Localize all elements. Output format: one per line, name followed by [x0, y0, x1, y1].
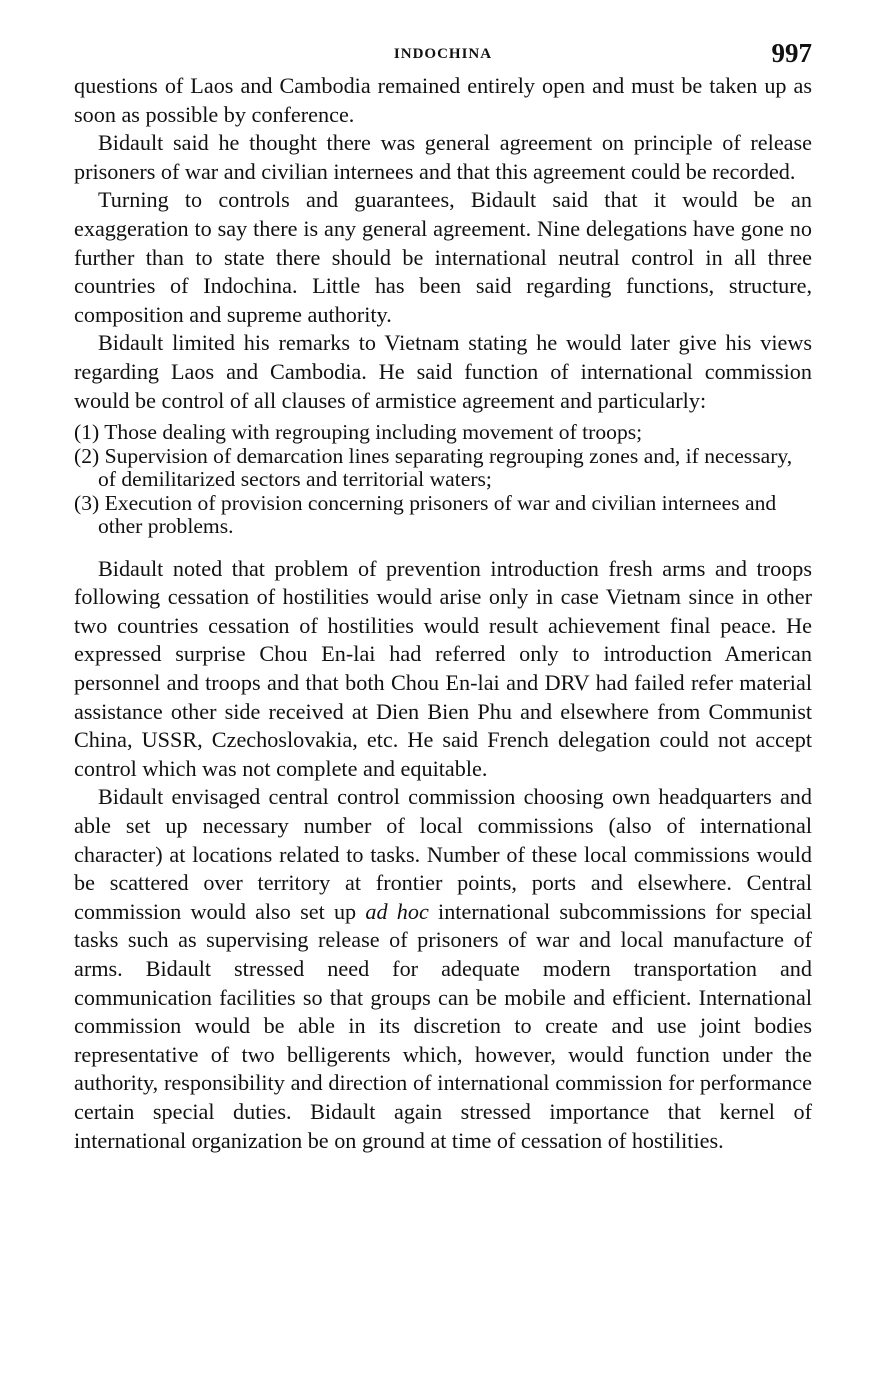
list-item-text: Supervision of demarcation lines separating regrouping zones and, if necessary, of demilitarized sectors and territorial waters;: [98, 443, 793, 492]
list-item-number: (2): [74, 443, 100, 468]
paragraph-6-text-b: international subcommissions for special tasks such as supervising release of prisoners of war and local manufacture of arms. Bidault stressed need for adequate modern transportation and communication facilities so that groups can be mobile and efficient. International commission would be able in its discretion to create and use joint bodies representative of two belligerents which, however, would function under the authority, responsibility and direction of international commission for performance certain special duties. Bidault again stressed importance that kernel of international organization be on ground at time of cessation of hostilities.: [74, 898, 812, 1153]
list-item: [74, 492, 812, 539]
list-item-text: Execution of provision concerning prisoners of war and civilian internees and other problems.: [98, 490, 777, 539]
page-number: 997: [771, 38, 812, 68]
list-item: [74, 445, 812, 492]
paragraph-6: [74, 783, 812, 1155]
body-text: [74, 72, 812, 1155]
italic-phrase: ad hoc: [365, 898, 429, 924]
list-item-text: Those dealing with regrouping including movement of troops;: [104, 420, 643, 445]
document-page: [74, 38, 812, 1155]
numbered-list: [74, 421, 812, 539]
running-title: INDOCHINA: [393, 46, 493, 62]
list-item-number: (3): [74, 490, 100, 515]
paragraph-2: Bidault said he thought there was general agreement on principle of release prisoners of war and civilian internees and that this agreement could be recorded.: [74, 130, 812, 184]
list-item: [74, 421, 812, 445]
paragraph-5: Bidault noted that problem of prevention introduction fresh arms and troops following cessation of hostilities would arise only in case Vietnam since in other two countries cessation of hostilities would result achievement final peace. He expressed surprise Chou En-lai had referred only to introduction American personnel and troops and that both Chou En-lai and DRV had failed refer material assistance other side received at Dien Bien Phu and elsewhere from Communist China, USSR, Czechoslovakia, etc. He said French delegation could not accept control which was not complete and equitable.: [74, 555, 812, 781]
running-header: [74, 38, 812, 72]
paragraph-3: Turning to controls and guarantees, Bidault said that it would be an exaggeration to say there is any general agreement. Nine delegations have gone no further than to state there should be international neutral control in all three countries of Indochina. Little has been said regarding functions, structure, composition and supreme authority.: [74, 187, 812, 327]
list-item-number: (1): [74, 420, 100, 445]
paragraph-4: Bidault limited his remarks to Vietnam stating he would later give his views regarding Laos and Cambodia. He said function of international commission would be control of all clauses of armistice agreement and particularly:: [74, 330, 812, 413]
paragraph-6-text-a: Bidault envisaged central control commission choosing own headquarters and able set up necessary number of local commissions (also of international character) at locations related to tasks. Number of these local commissions would be scattered over territory at frontier points, ports and elsewhere. Central commission would also set up: [74, 784, 812, 924]
paragraph-1: questions of Laos and Cambodia remained entirely open and must be taken up as soon as possible by conference.: [74, 73, 812, 127]
